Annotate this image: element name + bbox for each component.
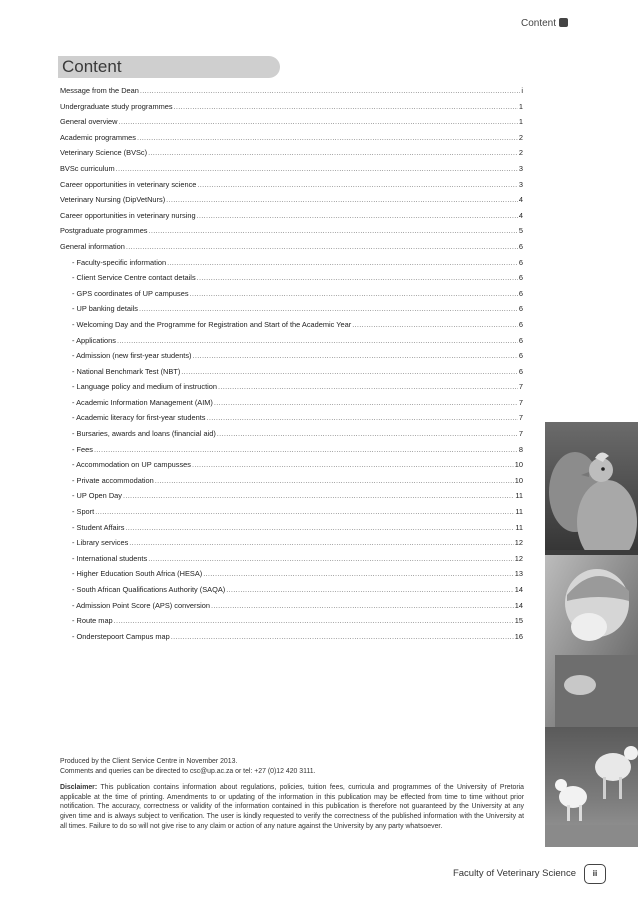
toc-entry-page: 7 bbox=[518, 397, 523, 407]
toc-entry-page: 7 bbox=[518, 429, 523, 439]
toc-entry-label: - Onderstepoort Campus map bbox=[72, 631, 170, 641]
toc-entry-page: 4 bbox=[518, 195, 523, 205]
toc-entry[interactable] bbox=[60, 133, 523, 149]
toc-entry-label: Career opportunities in veterinary nursing bbox=[60, 210, 196, 220]
toc-entry[interactable] bbox=[60, 195, 523, 211]
chicken-photo bbox=[545, 422, 638, 570]
toc-entry[interactable] bbox=[60, 507, 523, 523]
toc-entry[interactable] bbox=[60, 242, 523, 258]
toc-entry[interactable] bbox=[60, 226, 523, 242]
toc-entry-label: - Language policy and medium of instruction bbox=[72, 382, 218, 392]
toc-entry-label: - Welcoming Day and the Programme for Registration and Start of the Academic Year bbox=[72, 319, 352, 329]
toc-leader-dots bbox=[218, 382, 518, 391]
toc-entry-label: - GPS coordinates of UP campuses bbox=[72, 288, 189, 298]
toc-entry[interactable] bbox=[60, 304, 523, 320]
toc-entry-label: - Admission Point Score (APS) conversion bbox=[72, 600, 211, 610]
toc-entry-label: - Library services bbox=[72, 538, 129, 548]
toc-entry-label: - Applications bbox=[72, 335, 116, 345]
toc-entry-page: 6 bbox=[518, 304, 523, 314]
toc-entry-page: 7 bbox=[518, 382, 523, 392]
toc-entry-page: 6 bbox=[518, 319, 523, 329]
toc-entry-label: - Academic literacy for first-year students bbox=[72, 413, 206, 423]
toc-entry-page: 11 bbox=[515, 491, 523, 501]
toc-leader-dots bbox=[148, 148, 518, 157]
toc-leader-dots bbox=[226, 585, 514, 594]
toc-entry-label: - Private accommodation bbox=[72, 475, 154, 485]
toc-entry[interactable] bbox=[60, 289, 523, 305]
toc-leader-dots bbox=[166, 195, 518, 204]
toc-entry[interactable] bbox=[60, 413, 523, 429]
toc-entry-label: - Sport bbox=[72, 507, 95, 517]
comments-note: Comments and queries can be directed to csc@up.ac.za or tel: +27 (0)12 420 3111. bbox=[60, 767, 316, 775]
toc-leader-dots bbox=[193, 351, 518, 360]
toc-entry[interactable] bbox=[60, 367, 523, 383]
toc-entry[interactable] bbox=[60, 86, 523, 102]
toc-leader-dots bbox=[197, 273, 518, 282]
toc-leader-dots bbox=[129, 538, 514, 547]
toc-leader-dots bbox=[171, 632, 514, 641]
toc-entry-page: 11 bbox=[515, 522, 523, 532]
toc-leader-dots bbox=[207, 413, 518, 422]
toc-entry-page: 1 bbox=[518, 101, 523, 111]
toc-entry-label: - National Benchmark Test (NBT) bbox=[72, 366, 181, 376]
toc-leader-dots bbox=[174, 102, 518, 111]
toc-entry-page: 12 bbox=[514, 538, 523, 548]
toc-entry-page: 4 bbox=[518, 210, 523, 220]
toc-entry-label: - Accommodation on UP campusses bbox=[72, 460, 191, 470]
toc-entry-label: Message from the Dean bbox=[60, 86, 139, 95]
toc-leader-dots bbox=[197, 211, 518, 220]
surgeon-photo bbox=[545, 555, 638, 727]
toc-entry-label: BVSc curriculum bbox=[60, 163, 115, 173]
toc-leader-dots bbox=[119, 117, 518, 126]
toc-entry[interactable] bbox=[60, 491, 523, 507]
toc-entry-page: 8 bbox=[518, 444, 523, 454]
toc-entry-label: Postgraduate programmes bbox=[60, 226, 148, 236]
toc-entry[interactable] bbox=[60, 538, 523, 554]
toc-entry[interactable] bbox=[60, 273, 523, 289]
toc-entry[interactable] bbox=[60, 585, 523, 601]
toc-entry-page: 6 bbox=[518, 257, 523, 267]
toc-entry[interactable] bbox=[60, 117, 523, 133]
page-title: Content bbox=[62, 57, 122, 76]
toc-leader-dots bbox=[181, 367, 518, 376]
toc-entry-label: - International students bbox=[72, 553, 148, 563]
toc-entry-label: Veterinary Nursing (DipVetNurs) bbox=[60, 195, 166, 205]
toc-entry-label: Career opportunities in veterinary science bbox=[60, 179, 197, 189]
toc-entry[interactable] bbox=[60, 336, 523, 352]
toc-entry-page: 3 bbox=[518, 179, 523, 189]
toc-entry-label: Academic programmes bbox=[60, 132, 136, 142]
toc-entry-page: 2 bbox=[518, 148, 523, 158]
toc-entry[interactable] bbox=[60, 148, 523, 164]
toc-leader-dots bbox=[117, 336, 518, 345]
toc-leader-dots bbox=[155, 476, 514, 485]
toc-leader-dots bbox=[140, 86, 520, 95]
toc-leader-dots bbox=[352, 320, 518, 329]
toc-entry-label: - Admission (new first-year students) bbox=[72, 351, 192, 361]
toc-leader-dots bbox=[211, 601, 514, 610]
toc-leader-dots bbox=[139, 304, 518, 313]
toc-entry[interactable] bbox=[60, 211, 523, 227]
toc-entry-label: General overview bbox=[60, 117, 118, 127]
toc-leader-dots bbox=[137, 133, 518, 142]
toc-leader-dots bbox=[125, 523, 514, 532]
toc-entry-label: General information bbox=[60, 241, 125, 251]
header-square-icon bbox=[559, 18, 568, 27]
toc-leader-dots bbox=[148, 554, 514, 563]
goats-photo bbox=[545, 727, 638, 847]
toc-leader-dots bbox=[123, 491, 514, 500]
toc-entry[interactable] bbox=[60, 164, 523, 180]
toc-entry[interactable] bbox=[60, 523, 523, 539]
toc-entry-page: 1 bbox=[518, 117, 523, 127]
produced-note: Produced by the Client Service Centre in November 2013. bbox=[60, 758, 238, 765]
toc-entry-page: 6 bbox=[518, 366, 523, 376]
page-number-badge: ii bbox=[584, 864, 606, 884]
toc-entry-label: - UP banking details bbox=[72, 304, 139, 314]
toc-entry-label: - Higher Education South Africa (HESA) bbox=[72, 569, 203, 579]
toc-entry[interactable] bbox=[60, 102, 523, 118]
toc-entry-page: 10 bbox=[514, 475, 523, 485]
toc-entry-label: - Faculty-specific information bbox=[72, 257, 167, 267]
toc-entry[interactable] bbox=[60, 554, 523, 570]
toc-entry-page: 10 bbox=[514, 460, 523, 470]
toc-entry-label: - Route map bbox=[72, 616, 113, 626]
toc-entry-label: - Client Service Centre contact details bbox=[72, 273, 196, 283]
toc-entry-page: 16 bbox=[514, 631, 523, 641]
toc-entry-page: 2 bbox=[518, 132, 523, 142]
toc-entry[interactable] bbox=[60, 382, 523, 398]
toc-entry[interactable] bbox=[60, 445, 523, 461]
footer-faculty-label: Faculty of Veterinary Science bbox=[452, 868, 576, 879]
toc-leader-dots bbox=[214, 398, 518, 407]
toc-entry[interactable] bbox=[60, 601, 523, 617]
toc-entry-page: 14 bbox=[514, 600, 523, 610]
toc-leader-dots bbox=[167, 258, 518, 267]
toc-entry[interactable] bbox=[60, 320, 523, 336]
toc-entry-page: i bbox=[521, 86, 523, 95]
toc-entry[interactable] bbox=[60, 429, 523, 445]
disclaimer-text: This publication contains information about regulations, policies, tuition fees, curricula and programmes of the University of Pretoria applicable at the time of printing. Amendments to or updating of the information in this publication may be effected from time to time without prior notification. The accuracy, correctness or validity of the information contained in this publication is therefore not guaranteed by the University at any given time and is always subject to verification. The user is kindly requested to verify the correctness of the published information with the University at all times. Failure to do so will not give rise to any claim or action of any nature against the University by any party whatsoever. bbox=[60, 784, 524, 830]
toc-entry-label: - UP Open Day bbox=[72, 491, 122, 501]
toc-entry-label: Undergraduate study programmes bbox=[60, 101, 173, 111]
footer-notes bbox=[60, 757, 524, 831]
toc-entry-label: - South African Qualifications Authority (SAQA) bbox=[72, 585, 226, 594]
toc-entry-page: 13 bbox=[514, 569, 523, 579]
toc-leader-dots bbox=[197, 180, 517, 189]
toc-entry-page: 6 bbox=[518, 335, 523, 345]
header-section-label: Content bbox=[520, 18, 556, 29]
toc-entry-label: Veterinary Science (BVSc) bbox=[60, 148, 148, 158]
toc-entry-page: 6 bbox=[518, 273, 523, 283]
toc-entry[interactable] bbox=[60, 180, 523, 196]
toc-entry-page: 15 bbox=[514, 616, 523, 626]
table-of-contents bbox=[60, 86, 523, 647]
toc-entry[interactable] bbox=[60, 351, 523, 367]
toc-entry-label: - Bursaries, awards and loans (financial aid) bbox=[72, 429, 216, 439]
toc-leader-dots bbox=[217, 429, 518, 438]
disclaimer bbox=[60, 783, 524, 831]
toc-entry-label: - Fees bbox=[72, 444, 93, 454]
toc-entry-page: 14 bbox=[514, 585, 523, 594]
toc-leader-dots bbox=[116, 164, 518, 173]
toc-entry[interactable] bbox=[60, 476, 523, 492]
toc-entry-page: 12 bbox=[514, 553, 523, 563]
toc-entry-page: 6 bbox=[518, 288, 523, 298]
toc-entry-label: - Academic Information Management (AIM) bbox=[72, 397, 213, 407]
toc-entry-page: 6 bbox=[518, 241, 523, 251]
toc-leader-dots bbox=[114, 616, 514, 625]
toc-entry-page: 11 bbox=[515, 507, 523, 517]
toc-leader-dots bbox=[203, 569, 514, 578]
toc-entry-page: 5 bbox=[518, 226, 523, 236]
toc-entry-page: 7 bbox=[518, 413, 523, 423]
toc-entry[interactable] bbox=[60, 398, 523, 414]
toc-entry[interactable] bbox=[60, 632, 523, 648]
toc-entry[interactable] bbox=[60, 258, 523, 274]
title-bar bbox=[58, 56, 280, 78]
toc-leader-dots bbox=[94, 445, 518, 454]
toc-leader-dots bbox=[95, 507, 514, 516]
toc-leader-dots bbox=[190, 289, 518, 298]
toc-entry[interactable] bbox=[60, 569, 523, 585]
toc-entry-label: - Student Affairs bbox=[72, 522, 125, 532]
toc-leader-dots bbox=[192, 460, 514, 469]
toc-leader-dots bbox=[126, 242, 518, 251]
toc-entry-page: 3 bbox=[518, 163, 523, 173]
disclaimer-label: Disclaimer: bbox=[60, 784, 98, 792]
toc-leader-dots bbox=[149, 226, 518, 235]
toc-entry[interactable] bbox=[60, 616, 523, 632]
toc-entry-page: 6 bbox=[518, 351, 523, 361]
toc-entry[interactable] bbox=[60, 460, 523, 476]
